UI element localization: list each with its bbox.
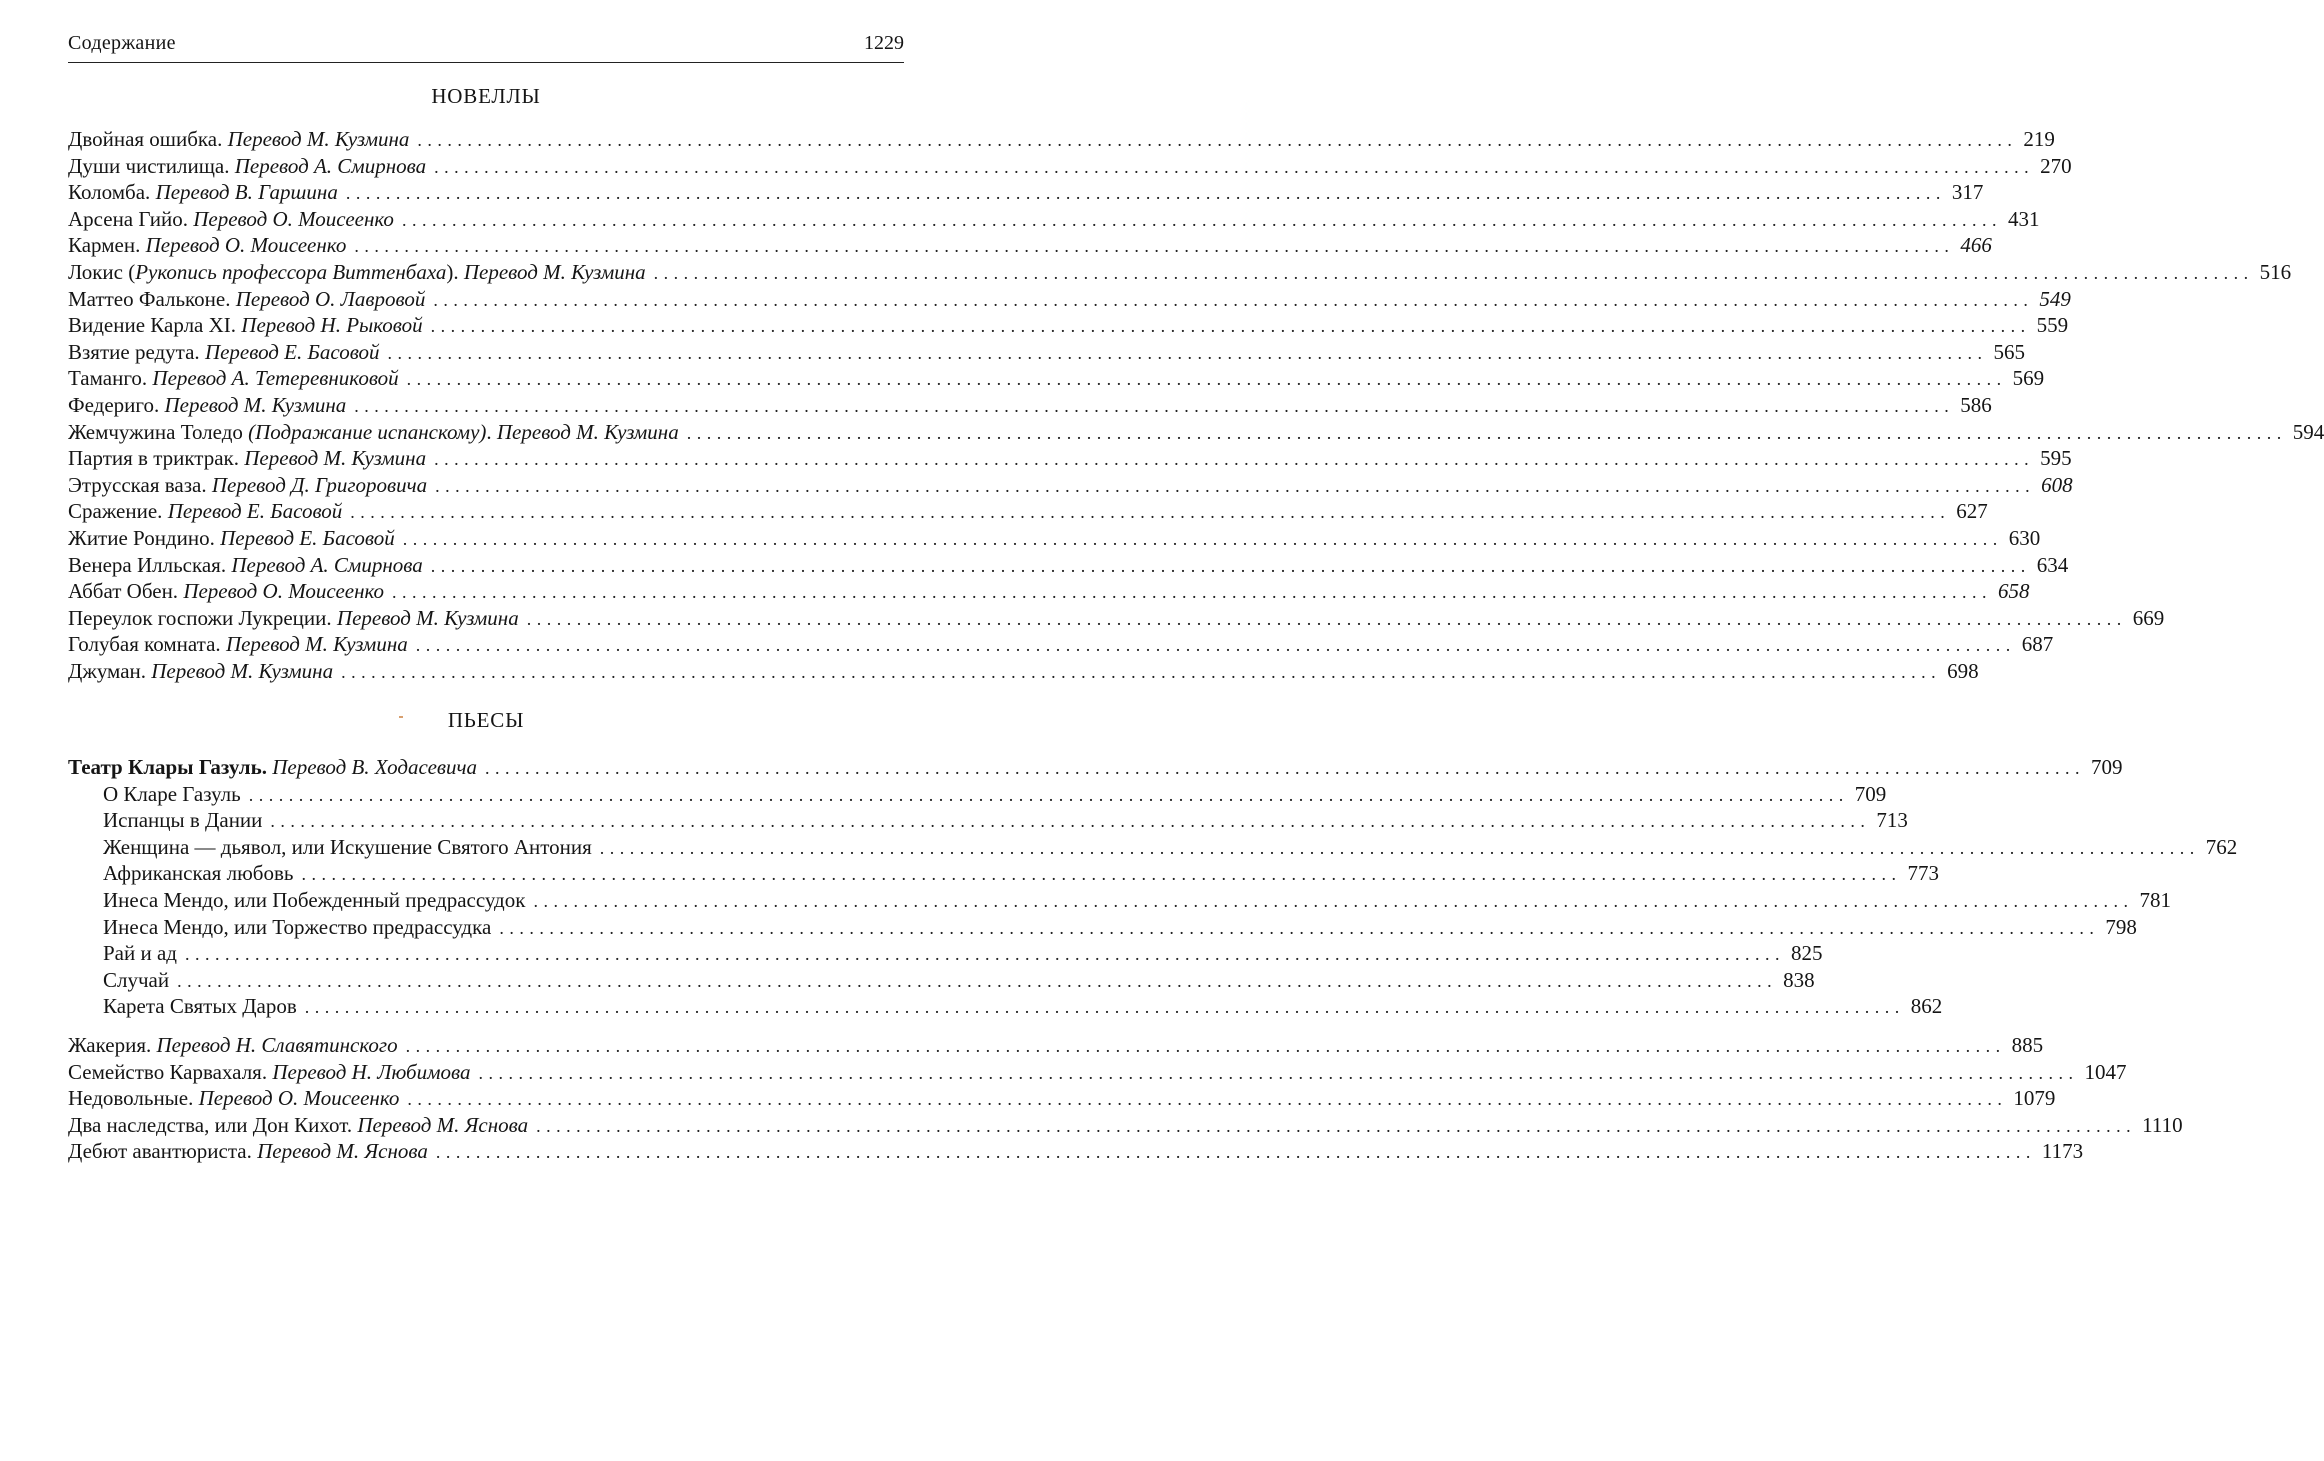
entry-text: [68, 445, 426, 472]
entry-page-number: 317: [1951, 180, 1984, 205]
toc-entry: [68, 392, 1992, 419]
entry-title: Аббат Обен.: [68, 579, 184, 604]
entry-title: Театр Клары Газуль.: [68, 755, 273, 779]
toc-entry: [68, 498, 1988, 525]
entry-text: [68, 206, 394, 233]
entry-page-number: 608: [2041, 472, 2073, 497]
header-title: Содержание: [68, 32, 176, 54]
entry-title: Житие Рондино.: [68, 525, 221, 550]
dot-leader: ................................................................................................................................................................: [434, 449, 2035, 470]
entry-page-number: 713: [1876, 808, 1908, 833]
entry-translator: Перевод М. Кузмина: [463, 259, 646, 284]
toc-entry: [68, 126, 2055, 153]
dot-leader: ................................................................................................................................................................: [392, 582, 1993, 603]
entry-translator: Перевод М. Кузмина: [164, 392, 347, 417]
entry-page-number: 559: [2036, 313, 2069, 338]
entry-translator: Перевод А. Смирнова: [231, 552, 423, 577]
entry-text: [103, 967, 169, 994]
dot-leader: ................................................................................................................................................................: [435, 475, 2036, 496]
toc-entry: [68, 887, 2171, 914]
entry-text: [68, 312, 423, 339]
entry-title: Женщина — дьявол, или Искушение Святого Антония: [103, 834, 592, 859]
entry-page-number: 773: [1907, 861, 1939, 886]
dot-leader: ................................................................................................................................................................: [184, 944, 1785, 965]
entry-title: Дебют авантюриста.: [68, 1139, 258, 1164]
entry-title: Взятие редута.: [68, 339, 205, 364]
entry-title: Венера Илльская.: [68, 552, 232, 577]
dot-leader: ................................................................................................................................................................: [526, 608, 2127, 629]
dot-leader: ................................................................................................................................................................: [304, 997, 1905, 1018]
entry-translator: Перевод В. Ходасевича: [272, 755, 478, 779]
entry-page-number: 270: [2040, 153, 2072, 178]
toc-entry: [68, 1138, 2084, 1165]
entry-title: Этрусская ваза.: [68, 472, 212, 497]
entry-page-number: 219: [2023, 127, 2055, 151]
entry-text: [68, 419, 679, 446]
entry-page-number: 431: [2007, 206, 2040, 231]
entry-title-suffix: .: [486, 419, 497, 444]
dot-leader: ................................................................................................................................................................: [536, 1115, 2137, 1136]
toc-entry: [68, 834, 2238, 861]
entry-title: О Кларе Газуль: [103, 781, 241, 806]
entry-page-number: 862: [1910, 994, 1943, 1019]
toc-entry: [68, 259, 2292, 286]
dot-leader: ................................................................................................................................................................: [599, 837, 2200, 858]
toc-entry: [68, 232, 1992, 259]
entry-title: Жемчужина Толедо: [68, 419, 249, 444]
entry-page-number: 1173: [2041, 1139, 2084, 1164]
toc-list-novellas: [68, 126, 2324, 684]
entry-translator: Перевод М. Кузмина: [336, 605, 519, 630]
section-title-novellas: НОВЕЛЛЫ: [431, 84, 541, 108]
entry-text: [68, 1085, 399, 1112]
dot-leader: ................................................................................................................................................................: [248, 784, 1849, 805]
entry-text: [68, 126, 409, 153]
toc-entry: [68, 365, 2045, 392]
entry-text: [103, 914, 491, 941]
entry-page-number: 565: [1993, 339, 2026, 364]
entry-title: Африканская любовь: [103, 861, 294, 886]
dot-leader: ................................................................................................................................................................: [177, 970, 1778, 991]
entry-title: Двойная ошибка.: [68, 127, 228, 151]
dot-leader: ................................................................................................................................................................: [270, 811, 1871, 832]
toc-entry: [68, 807, 1908, 834]
entry-page-number: 885: [2011, 1033, 2044, 1057]
dot-leader: ................................................................................................................................................................: [401, 209, 2002, 230]
entry-text: [68, 232, 346, 259]
dot-leader: ................................................................................................................................................................: [402, 528, 2003, 549]
entry-title: Семейство Карвахаля.: [68, 1059, 273, 1084]
toc-entry: [68, 419, 2324, 446]
entry-page-number: 669: [2132, 605, 2165, 630]
entry-page-number: 762: [2205, 834, 2238, 859]
entry-text: [68, 605, 519, 632]
dot-leader: ................................................................................................................................................................: [387, 342, 1988, 363]
entry-text: [103, 940, 177, 967]
entry-translator: Перевод А. Тетеревниковой: [152, 366, 399, 391]
dot-leader: ................................................................................................................................................................: [417, 130, 2018, 150]
header-page-number: 1229: [864, 32, 904, 54]
toc-entry: [68, 312, 2069, 339]
toc-entry: [68, 339, 2026, 366]
toc-entry: [68, 472, 2073, 499]
entry-text: [68, 1059, 470, 1086]
dot-leader: ................................................................................................................................................................: [435, 1142, 2036, 1163]
entry-translator: Перевод М. Кузмина: [225, 632, 408, 657]
dot-leader: ................................................................................................................................................................: [653, 262, 2254, 283]
entry-text: [68, 286, 425, 313]
dot-leader: ................................................................................................................................................................: [341, 661, 1942, 682]
entry-text: [68, 472, 427, 499]
entry-page-number: 586: [1960, 392, 1992, 417]
entry-title: Кармен.: [68, 233, 146, 258]
entry-translator: Перевод О. Лавровой: [235, 286, 426, 311]
entry-title: Таманго.: [68, 366, 153, 391]
entry-text: [68, 525, 395, 552]
toc-entry: [68, 1112, 2183, 1139]
entry-page-number: 1079: [2013, 1086, 2056, 1111]
dot-leader: ................................................................................................................................................................: [345, 183, 1946, 204]
entry-text: [68, 754, 477, 781]
toc-entry: [68, 631, 2054, 658]
entry-translator: Перевод М. Яснова: [257, 1139, 428, 1164]
entry-text: [68, 498, 342, 525]
toc-entry: [68, 1032, 2044, 1059]
entry-page-number: 825: [1790, 941, 1823, 966]
dot-leader: ................................................................................................................................................................: [434, 156, 2035, 177]
entry-page-number: 1047: [2084, 1059, 2127, 1084]
entry-text: [68, 658, 333, 685]
entry-title: Случай: [103, 967, 170, 992]
dot-leader: ................................................................................................................................................................: [354, 395, 1955, 416]
dot-leader: ................................................................................................................................................................: [478, 1062, 2079, 1083]
dot-leader: ................................................................................................................................................................: [430, 316, 2031, 337]
entry-text: [68, 552, 423, 579]
entry-page-number: 627: [1956, 499, 1988, 524]
entry-translator: Перевод М. Кузмина: [496, 419, 679, 444]
entry-page-number: 516: [2259, 259, 2292, 284]
dot-leader: ................................................................................................................................................................: [499, 917, 2100, 938]
toc-entry: [68, 993, 1943, 1020]
entry-title: Маттео Фальконе.: [68, 286, 236, 311]
entry-page-number: 698: [1947, 658, 1979, 683]
entry-title: Инеса Мендо, или Торжество предрассудка: [103, 914, 492, 939]
toc-list-plays-other: [68, 1032, 2183, 1165]
entry-text: [68, 259, 646, 286]
toc-entry: [68, 1059, 2127, 1086]
entry-translator: Перевод Е. Басовой: [220, 525, 395, 550]
entry-text: [68, 179, 338, 206]
entry-text: [68, 1138, 428, 1165]
dot-leader: ................................................................................................................................................................: [430, 555, 2031, 576]
entry-translator: Перевод Н. Славятинского: [156, 1033, 398, 1057]
entry-text: [68, 1112, 528, 1139]
entry-title: Испанцы в Дании: [103, 808, 263, 833]
entry-page-number: 687: [2021, 632, 2054, 657]
entry-title: Карета Святых Даров: [103, 994, 297, 1019]
entry-title: Переулок госпожи Лукреции.: [68, 605, 337, 630]
entry-translator: Перевод О. Моисеенко: [198, 1086, 400, 1111]
toc-entry: [68, 1085, 2056, 1112]
entry-translator: Перевод Н. Рыковой: [241, 313, 423, 338]
entry-title: Локис (: [68, 259, 136, 284]
entry-title: Голубая комната.: [68, 632, 226, 657]
entry-text: [68, 392, 346, 419]
entry-title: Сражение.: [68, 499, 168, 524]
entry-title: Федериго.: [68, 392, 165, 417]
dot-leader: ................................................................................................................................................................: [354, 236, 1955, 257]
toc-entry: [68, 525, 2041, 552]
entry-text: [68, 1032, 398, 1059]
entry-title: Инеса Мендо, или Побежденный предрассудок: [103, 887, 526, 912]
entry-title-italic: Рукопись профессора Виттенбаха: [135, 259, 447, 284]
dot-leader: ................................................................................................................................................................: [350, 502, 1951, 523]
dot-leader: ................................................................................................................................................................: [406, 369, 2007, 390]
entry-text: [68, 365, 399, 392]
toc-entry: [68, 940, 1823, 967]
toc-entry: [68, 206, 2040, 233]
dot-leader: ................................................................................................................................................................: [433, 289, 2034, 310]
dot-leader: ................................................................................................................................................................: [485, 758, 2086, 778]
entry-page-number: 466: [1960, 233, 1992, 258]
entry-page-number: 594: [2292, 419, 2324, 444]
entry-title: Жакерия.: [68, 1033, 157, 1057]
dot-leader: ................................................................................................................................................................: [301, 864, 1902, 885]
toc-entry: [68, 286, 2071, 313]
entry-title: Партия в триктрак.: [68, 446, 245, 471]
entry-text: [103, 993, 297, 1020]
toc-entry: [68, 605, 2165, 632]
entry-text: [68, 578, 384, 605]
entry-page-number: 709: [2091, 755, 2123, 779]
toc-list-plays: [68, 754, 2238, 1020]
entry-page-number: 781: [2139, 887, 2171, 912]
entry-page-number: 569: [2012, 366, 2045, 391]
entry-title: Рай и ад: [103, 941, 177, 966]
toc-entry: [68, 578, 2030, 605]
entry-title: Недовольные.: [68, 1086, 199, 1111]
running-header: [68, 28, 904, 63]
entry-text: [103, 807, 262, 834]
entry-title: Арсена Гийо.: [68, 206, 194, 231]
entry-page-number: 798: [2105, 914, 2137, 939]
toc-entry: [68, 914, 2137, 941]
dot-leader: ................................................................................................................................................................: [405, 1036, 2006, 1056]
dot-leader: ................................................................................................................................................................: [407, 1089, 2008, 1110]
entry-title-suffix: ).: [446, 259, 464, 284]
entry-page-number: 630: [2008, 525, 2041, 550]
entry-title: Коломба.: [68, 180, 156, 205]
entry-text: [103, 781, 241, 808]
entry-translator: Перевод А. Смирнова: [234, 153, 427, 178]
toc-entry: [68, 445, 2072, 472]
entry-page-number: 838: [1783, 967, 1815, 992]
entry-page-number: 658: [1998, 579, 2030, 604]
toc-entry: [68, 552, 2069, 579]
entry-translator: Перевод О. Моисеенко: [193, 206, 394, 231]
entry-translator: Перевод О. Моисеенко: [183, 579, 385, 604]
entry-text: [68, 631, 408, 658]
entry-title: Души чистилища.: [68, 153, 235, 178]
entry-page-number: 1110: [2142, 1112, 2183, 1137]
entry-text: [68, 339, 380, 366]
entry-title-italic: (Подражание испанскому): [248, 419, 487, 444]
entry-title: Видение Карла XI.: [68, 313, 242, 338]
entry-page-number: 549: [2039, 286, 2071, 311]
entry-translator: Перевод О. Моисеенко: [145, 233, 347, 258]
entry-translator: Перевод М. Кузмина: [244, 446, 427, 471]
entry-translator: Перевод Н. Любимова: [272, 1059, 471, 1084]
entry-translator: Перевод М. Кузмина: [227, 127, 410, 151]
toc-entry: [68, 860, 1939, 887]
dot-leader: ................................................................................................................................................................: [415, 635, 2016, 656]
entry-translator: Перевод Е. Басовой: [167, 499, 343, 524]
entry-text: [103, 860, 293, 887]
toc-entry: [68, 967, 1815, 994]
entry-text: [68, 153, 426, 180]
section-title-plays: ПЬЕСЫ: [447, 708, 525, 732]
entry-translator: Перевод Е. Басовой: [204, 339, 380, 364]
dot-leader: ................................................................................................................................................................: [686, 422, 2287, 443]
toc-entry: [68, 781, 1887, 808]
toc-entry: [68, 153, 2072, 180]
dot-leader: ................................................................................................................................................................: [533, 890, 2134, 911]
entry-translator: Перевод В. Гаршина: [155, 180, 338, 205]
entry-page-number: 634: [2036, 552, 2069, 577]
entry-text: [103, 887, 525, 914]
entry-translator: Перевод М. Яснова: [357, 1112, 529, 1137]
entry-title: Джуман.: [68, 658, 152, 683]
toc-entry: [68, 754, 2123, 781]
entry-title: Два наследства, или Дон Кихот.: [68, 1112, 358, 1137]
entry-page-number: 595: [2040, 446, 2072, 471]
toc-entry: [68, 658, 1979, 685]
toc-entry: [68, 179, 1984, 206]
entry-text: [103, 834, 592, 861]
entry-translator: Перевод М. Кузмина: [151, 658, 334, 683]
entry-translator: Перевод Д. Григоровича: [211, 472, 428, 497]
entry-page-number: 709: [1854, 781, 1887, 806]
